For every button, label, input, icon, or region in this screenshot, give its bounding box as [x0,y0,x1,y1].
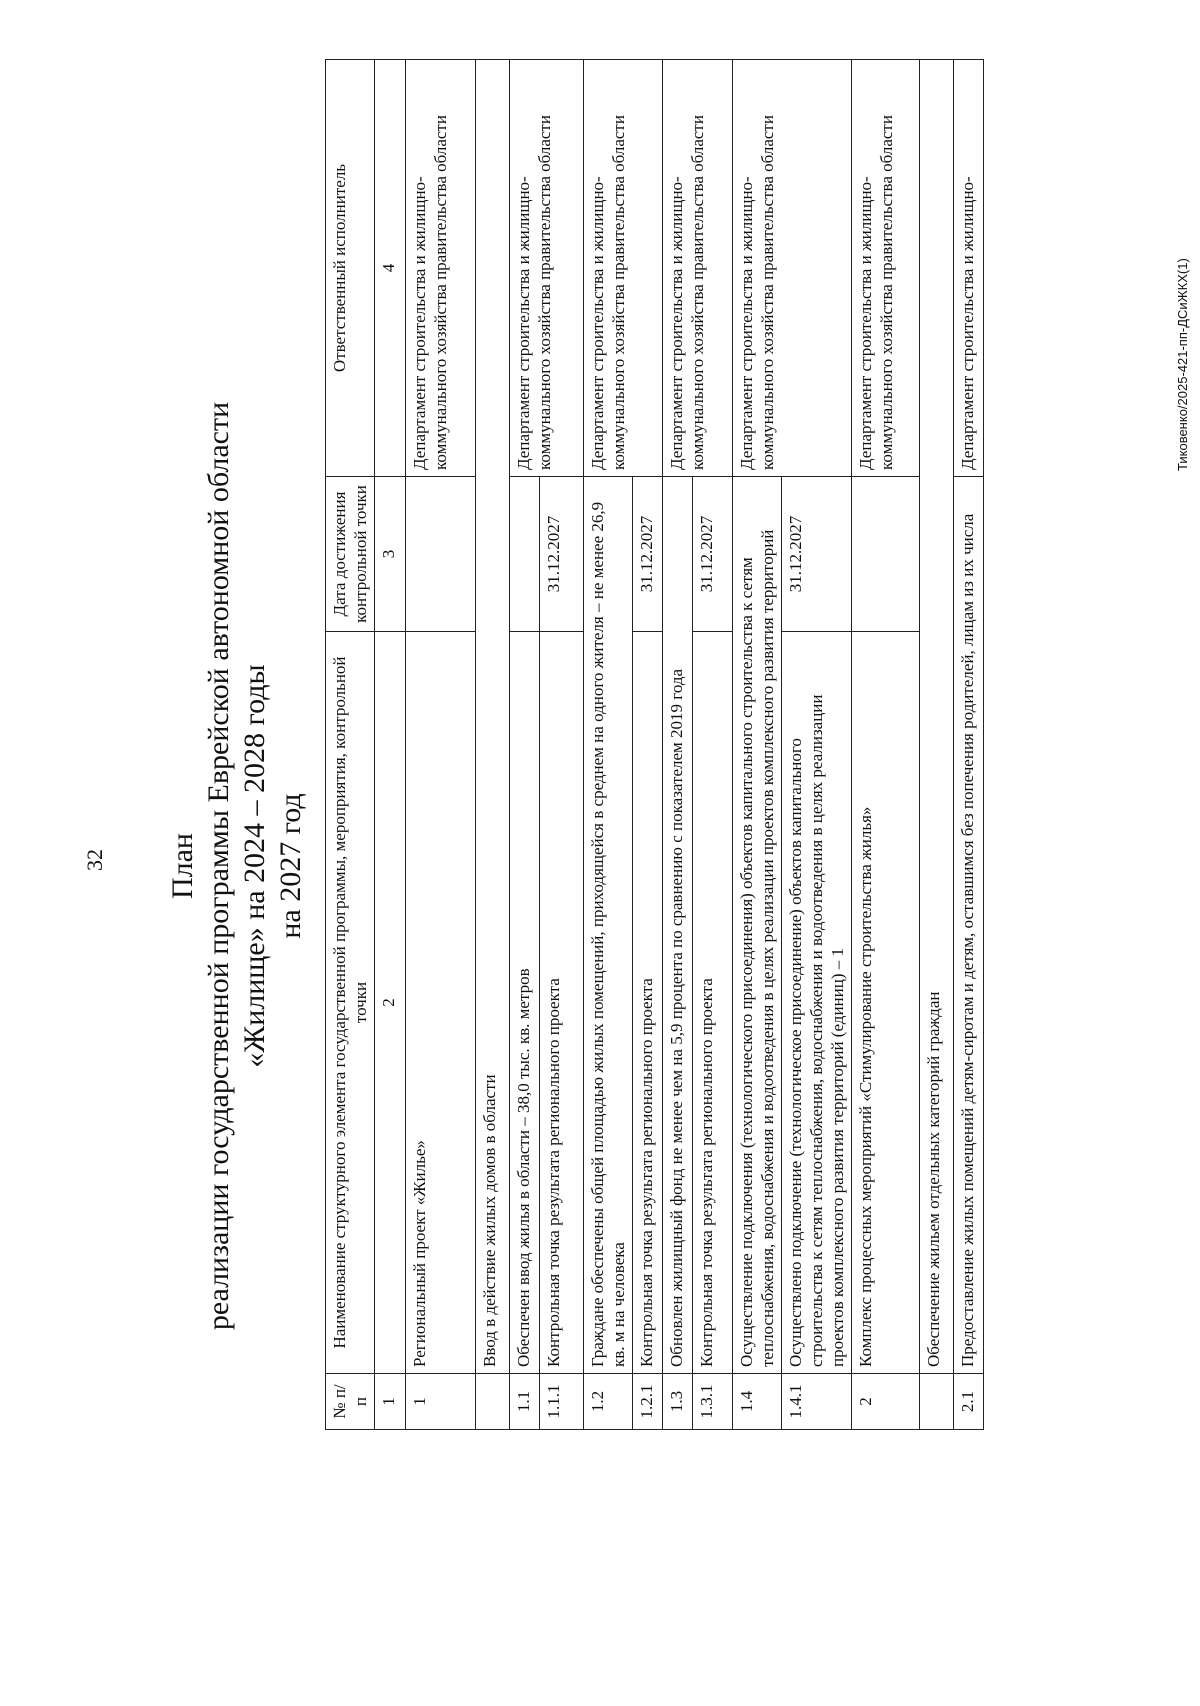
table-row [733,60,782,1430]
row-date [852,477,920,632]
row-name: Контрольная точка результата регионального проекта [633,632,663,1374]
row-number: 1.2 [584,1374,633,1430]
section-heading: Обеспечение жильем отдельных категорий граждан [920,60,954,1374]
row-executor: Департамент строительства и жилищно-коммунального хозяйства правительства области [852,60,920,477]
row-number: 1.2.1 [633,1374,663,1430]
row-executor: Департамент строительства и жилищно-коммунального хозяйства правительства области [406,60,476,477]
row-name: Контрольная точка результата регионального проекта [693,632,733,1374]
table-row [406,60,476,1430]
table-row [663,60,693,1430]
row-executor: Департамент строительства и жилищно- [954,60,984,477]
row-number: 2.1 [954,1374,984,1430]
column-index-row [375,60,406,1430]
row-name: Комплекс процессных мероприятий «Стимулирование строительства жилья» [852,632,920,1374]
row-name: Контрольная точка результата регионального проекта [540,632,584,1374]
row-name: Обеспечен ввод жилья в области – 38,0 тыс. кв. метров [510,632,540,1374]
row-date: 31.12.2027 [782,477,852,632]
column-index: 3 [375,477,406,632]
header-date: Дата достижения контрольной точки [326,477,375,632]
row-number [476,1374,510,1430]
row-executor: Департамент строительства и жилищно-коммунального хозяйства правительства области [510,60,584,477]
row-name: Осуществление подключения (технологического присоединения) объектов капитального строительства к сетям теплоснабжения, водоснабжения и водоотведения в целях реализации проектов комплексного развития территорий [733,477,782,1374]
row-name: Обновлен жилищный фонд не менее чем на 5,9 процента по сравнению с показателем 2019 года [663,477,693,1374]
header-executor: Ответственный исполнитель [326,60,375,477]
row-number [920,1374,954,1430]
title-line-3: «Жилище» на 2024 – 2028 годы [238,664,271,1068]
page-number: 32 [82,849,107,871]
row-executor: Департамент строительства и жилищно-коммунального хозяйства правительства области [733,60,852,477]
row-number: 1.3.1 [693,1374,733,1430]
row-executor: Департамент строительства и жилищно-коммунального хозяйства правительства области [663,60,733,477]
plan-table [325,59,984,1430]
table-row [510,60,540,1430]
footer-document-code: Тиковенко/2025-421-пп-ДСиЖКХ(1) [1175,258,1190,471]
row-number: 1.4.1 [782,1374,852,1430]
row-name: Региональный проект «Жилье» [406,632,476,1374]
row-number: 1.3 [663,1374,693,1430]
row-date [510,477,540,632]
table-header-row [326,60,375,1430]
title-line-4: на 2027 год [274,793,307,939]
row-executor: Департамент строительства и жилищно-коммунального хозяйства правительства области [584,60,663,477]
row-date: 31.12.2027 [540,477,584,632]
column-index: 2 [375,632,406,1374]
table-row [920,60,954,1430]
title-line-2: реализации государственной программы Еврейской автономной области [202,401,235,1331]
table-row [954,60,984,1430]
section-heading: Ввод в действие жилых домов в области [476,60,510,1374]
header-num: № п/п [326,1374,375,1430]
table-row [476,60,510,1430]
header-name: Наименование структурного элемента государственной программы, мероприятия, контрольной точки [326,632,375,1374]
row-name: Граждане обеспечены общей площадью жилых помещений, приходящейся в среднем на одного жителя – не менее 26,9 кв. м на человека [584,477,633,1374]
row-date [406,477,476,632]
row-date: 31.12.2027 [633,477,663,632]
column-index: 4 [375,60,406,477]
row-number: 1.1.1 [540,1374,584,1430]
column-index: 1 [375,1374,406,1430]
row-name: Осуществлено подключение (технологическое присоединение) объектов капитального строительства к сетям теплоснабжения, водоснабжения и водоотведения в целях реализации проектов комплексного развития территорий (единиц) – 1 [782,632,852,1374]
row-number: 1.4 [733,1374,782,1430]
document-title [165,206,309,1526]
row-number: 1.1 [510,1374,540,1430]
row-date: 31.12.2027 [693,477,733,632]
row-name: Предоставление жилых помещений детям-сиротам и детям, оставшимся без попечения родителей, лицам из их числа [954,477,984,1374]
table-row [584,60,633,1430]
table-row [852,60,920,1430]
row-number: 2 [852,1374,920,1430]
title-line-1: План [166,833,199,900]
row-number: 1 [406,1374,476,1430]
